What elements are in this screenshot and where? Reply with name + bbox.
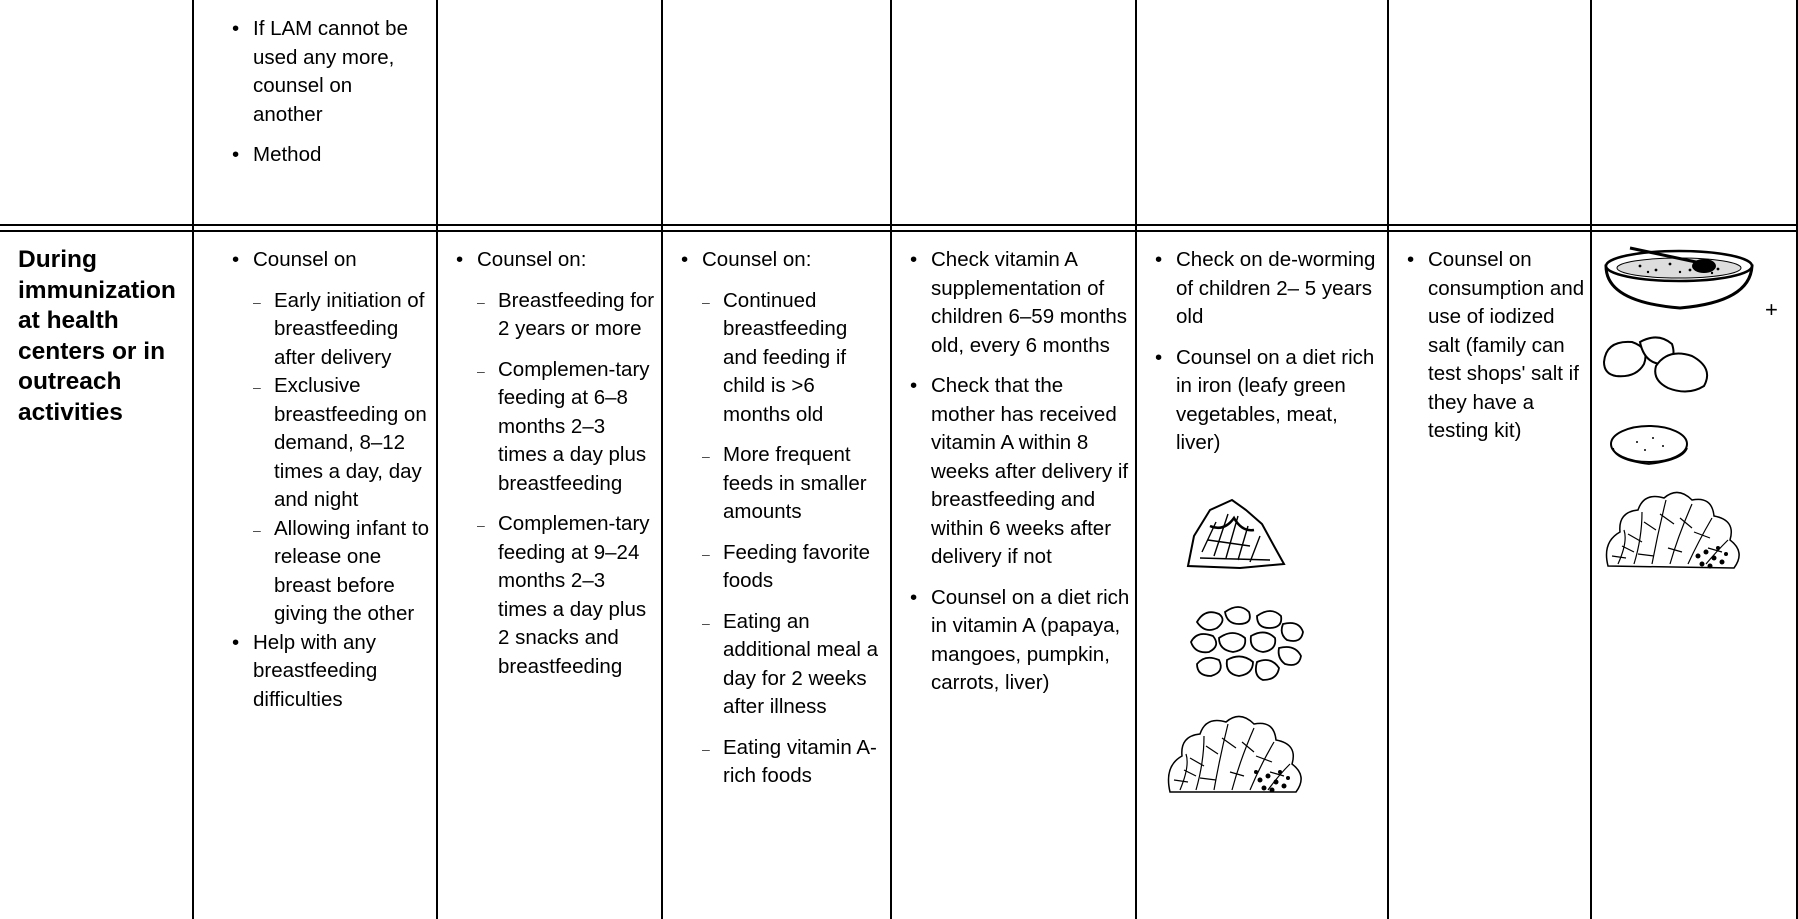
col-divider [1387,0,1389,919]
list-item: • Method [214,141,426,170]
sub-item: – Early initiation of breastfeeding after delivery [214,287,429,373]
col-divider [1796,0,1798,919]
list-item: • Counsel on: [663,246,887,275]
list-item: • Counsel on a diet rich in iron (leafy green vegetables, meat, liver) [1137,344,1383,458]
list-item: • Check that the mother has received vitamin A within 8 weeks after delivery if breastfeeding and within 6 weeks after delivery if not [892,372,1132,572]
flatbread-illustration [1607,420,1691,472]
sub-item: – Exclusive breastfeeding on demand, 8–12 times a day, day and night [214,372,429,515]
salt-bowl-illustration [1600,236,1760,316]
sub-item: – Breastfeeding for 2 years or more [438,287,658,344]
col-divider [192,0,194,919]
list-item: • Counsel on: [438,246,658,275]
list-item: • Check vitamin A supplementation of children 6–59 months old, every 6 months [892,246,1132,360]
plus-sign: + [1765,297,1778,322]
cell-col3 [438,246,658,681]
top-row-col2 [214,15,426,170]
beans-illustration [1183,602,1311,692]
list-item: • If LAM cannot be used any more, counsel on another [214,15,426,129]
cell-col4 [663,246,887,791]
meat-illustration [1180,496,1290,572]
sub-item: – Eating vitamin A-rich foods [663,734,887,791]
cell-col6 [1137,246,1383,458]
sub-item: – Feeding favorite foods [663,539,887,596]
sub-item: – Eating an additional meal a day for 2 weeks after illness [663,608,887,722]
potatoes-illustration [1600,332,1718,396]
list-item: • Counsel on a diet rich in vitamin A (papaya, mangoes, pumpkin, carrots, liver) [892,584,1132,698]
list-item: • Help with any breastfeeding difficulties [214,629,429,715]
col-divider [1135,0,1137,919]
sub-item: – Allowing infant to release one breast before giving the other [214,515,429,629]
leafy-greens-illustration [1600,484,1750,580]
sub-item: – More frequent feeds in smaller amounts [663,441,887,527]
list-item: • Check on de-worming of children 2– 5 years old [1137,246,1383,332]
list-item: • Counsel on consumption and use of iodized salt (family can test shops' salt if they have a testing kit) [1389,246,1585,446]
sub-item: – Continued breastfeeding and feeding if child is >6 months old [663,287,887,430]
cell-col5 [892,246,1132,698]
cell-col7 [1389,246,1585,446]
sub-item: – Complemen-tary feeding at 9–24 months 2–3 times a day plus 2 snacks and breastfeeding [438,510,658,681]
col-divider [1590,0,1592,919]
list-item: • Counsel on [214,246,429,275]
sub-item: – Complemen-tary feeding at 6–8 months 2–3 times a day plus breastfeeding [438,356,658,499]
cell-col2 [214,246,429,714]
leafy-greens-illustration [1160,706,1315,806]
row-divider [0,224,1798,226]
row-header: During immunization at health centers or in outreach activities [18,246,176,426]
row-divider [0,230,1798,232]
